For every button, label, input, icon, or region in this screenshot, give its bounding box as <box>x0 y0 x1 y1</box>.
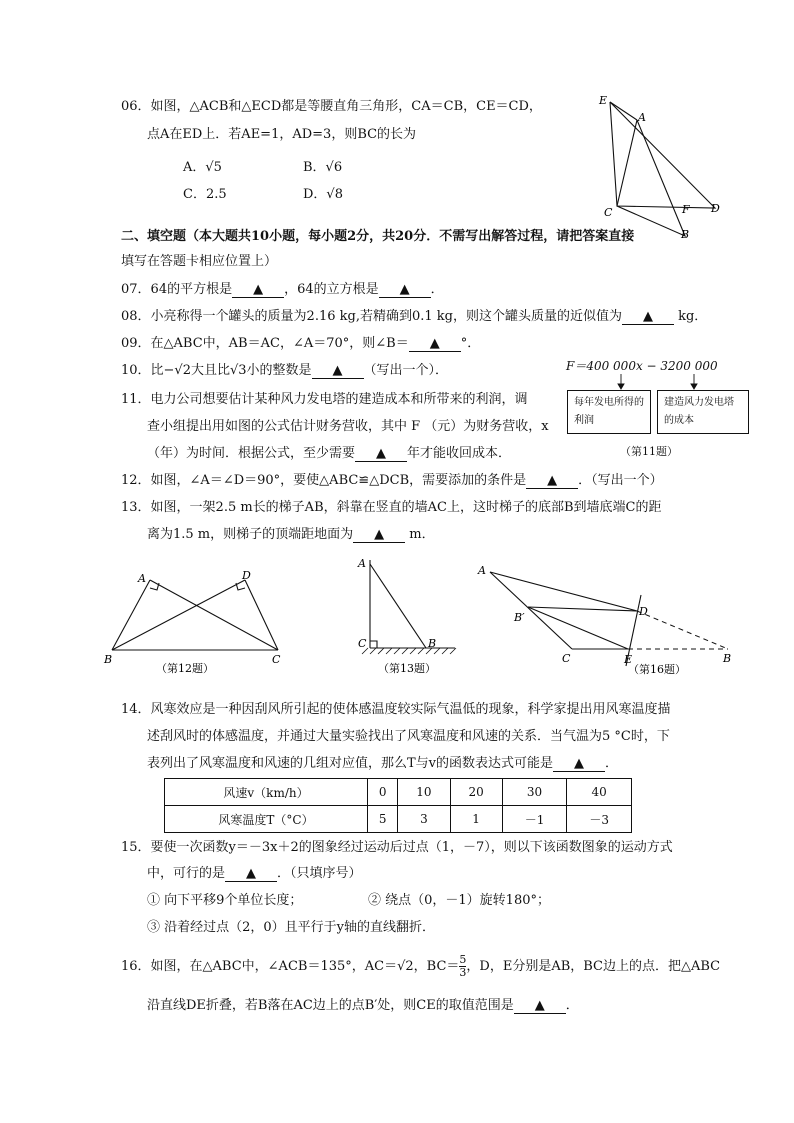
answer-blank: ▲ <box>355 447 407 462</box>
label-b-prime: B′ <box>514 611 525 624</box>
answer-blank: ▲ <box>526 474 578 489</box>
label-f: F <box>682 203 690 216</box>
table-cell: 1 <box>450 806 502 833</box>
answer-blank: ▲ <box>622 310 674 325</box>
q15-line1: 15．要使一次函数y＝－3x＋2的图象经过运动后过点（1，－7），则以下该函数图象的运动方式 <box>121 840 673 855</box>
q16-line2: 沿直线DE折叠，若B落在AC边上的点B′处，则CE的取值范围是 ▲ ． <box>147 998 579 1013</box>
table-cell: 3 <box>398 806 450 833</box>
label-c: C <box>272 653 281 666</box>
fig-q13 <box>350 550 460 680</box>
section2-line2: 填写在答题卡相应位置上） <box>121 254 278 269</box>
q12: 12．如图，∠A＝∠D＝90°，要使△ABC≌△DCB，需要添加的条件是 ▲ ．（写出一个） <box>121 473 663 488</box>
fig-q06 <box>595 88 735 243</box>
answer-blank: ▲ <box>514 999 566 1014</box>
table-cell: 20 <box>450 779 502 806</box>
q10: 10．比−√2大且比√3小的整数是 ▲ （写出一个）． <box>121 363 449 378</box>
fig12-caption: （第12题） <box>156 662 214 675</box>
table-row <box>165 806 632 833</box>
table-header: 风速v（km/h） <box>165 779 368 806</box>
table-cell: 0 <box>368 779 398 806</box>
q14-line1: 14．风寒效应是一种因刮风所引起的使体感温度较实际气温低的现象，科学家提出用风寒温度描 <box>121 702 671 717</box>
label-b: B <box>428 637 437 650</box>
q06-option-b: B．√6 <box>303 160 343 175</box>
label-d: D <box>639 605 648 618</box>
answer-blank: ▲ <box>232 283 284 298</box>
q06-line2: 点A在ED上．若AE=1，AD=3，则BC的长为 <box>147 127 417 142</box>
table-cell: 40 <box>567 779 632 806</box>
label-c: C <box>604 206 613 219</box>
triangle-ecd <box>610 102 715 208</box>
fig-q16 <box>476 560 746 680</box>
fig16-caption: （第16题） <box>628 663 686 676</box>
q11-box-profit: 每年发电所得的利润 <box>567 390 651 434</box>
q11-caption: （第11题） <box>620 445 678 458</box>
q11-box-cost: 建造风力发电塔的成本 <box>657 390 749 434</box>
q15-option-2: ② 绕点（0，－1）旋转180°； <box>368 893 550 908</box>
q11-line1: 11．电力公司想要估计某种风力发电塔的建造成本和所带来的利润，调 <box>121 392 528 407</box>
label-d: D <box>711 202 720 215</box>
table-cell: －3 <box>567 806 632 833</box>
table-row <box>165 779 632 806</box>
q07: 07．64的平方根是 ▲ ，64的立方根是 ▲ ． <box>121 282 444 297</box>
label-b: B <box>104 653 113 666</box>
q16-line1: 16．如图，在△ABC中，∠ACB＝135°，AC＝√2，BC＝ $\frac{5}{3}$ ，D，E分别是AB，BC边上的点．把△ABC <box>121 953 721 979</box>
fraction-bc: $\frac{5}{3}$ <box>459 953 467 979</box>
q06-line1: 06．如图，△ACB和△ECD都是等腰直角三角形，CA＝CB，CE＝CD， <box>121 99 542 114</box>
q14-line3: 表列出了风寒温度和风速的几组对应值，那么T与v的函数表达式可能是 ▲ ． <box>147 756 619 771</box>
q06-option-c: C．2.5 <box>183 187 227 202</box>
q11-formula: F＝400 000x − 3200 000 <box>566 359 718 373</box>
fig13-caption: （第13题） <box>378 662 436 675</box>
answer-blank: ▲ <box>553 757 605 772</box>
q06-option-a: A．√5 <box>183 160 222 175</box>
triangle-acb <box>617 120 685 236</box>
table-cell: －1 <box>502 806 567 833</box>
answer-blank: ▲ <box>379 283 431 298</box>
label-b: B <box>681 228 690 241</box>
table-cell: 30 <box>502 779 567 806</box>
q13-line2: 离为1.5 m，则梯子的顶端距地面为 ▲ m． <box>147 527 435 542</box>
q11-line2: 查小组提出用如图的公式估计财务营收，其中 F （元）为财务营收，x <box>147 419 549 434</box>
q08: 08．小亮称得一个罐头的质量为2.16 kg,若精确到0.1 kg，则这个罐头质量的近似值为 ▲ kg． <box>121 309 708 324</box>
label-a: A <box>358 557 366 570</box>
section2-line1: 二、填空题（本大题共10小题，每小题2分，共20分．不需写出解答过程，请把答案直接 <box>121 229 635 244</box>
fig-q12 <box>100 568 295 680</box>
label-a: A <box>138 572 146 585</box>
label-e: E <box>599 94 608 107</box>
wind-chill-table <box>164 778 632 833</box>
answer-blank: ▲ <box>353 528 405 543</box>
q06-option-d: D．√8 <box>303 187 343 202</box>
label-c: C <box>358 637 367 650</box>
label-a: A <box>638 111 646 124</box>
label-b: B <box>723 652 732 665</box>
answer-blank: ▲ <box>225 867 277 882</box>
q15-option-1: ① 向下平移9个单位长度； <box>147 893 303 908</box>
q13-line1: 13．如图，一架2.5 m长的梯子AB，斜靠在竖直的墙AC上，这时梯子的底部B到墙底端C的距 <box>121 500 662 515</box>
answer-blank: ▲ <box>409 337 461 352</box>
label-c: C <box>562 652 571 665</box>
q15-option-3: ③ 沿着经过点（2，0）且平行于y轴的直线翻折． <box>147 920 436 935</box>
label-e: E <box>624 653 633 666</box>
q11-formula-arrows <box>566 372 736 392</box>
answer-blank: ▲ <box>312 364 364 379</box>
q11-line3: （年）为时间．根据公式，至少需要 ▲ 年才能收回成本． <box>147 446 512 461</box>
q09: 09．在△ABC中，AB＝AC，∠A＝70°，则∠B＝ ▲ °． <box>121 336 481 351</box>
label-d: D <box>242 569 251 582</box>
table-cell: 10 <box>398 779 450 806</box>
label-a: A <box>478 564 486 577</box>
table-cell: 5 <box>368 806 398 833</box>
table-header: 风寒温度T（°C） <box>165 806 368 833</box>
q14-line2: 述刮风时的体感温度，并通过大量实验找出了风寒温度和风速的关系．当气温为5 °C时，下 <box>147 729 670 744</box>
q15-line2: 中，可行的是 ▲ ．（只填序号） <box>147 866 362 881</box>
